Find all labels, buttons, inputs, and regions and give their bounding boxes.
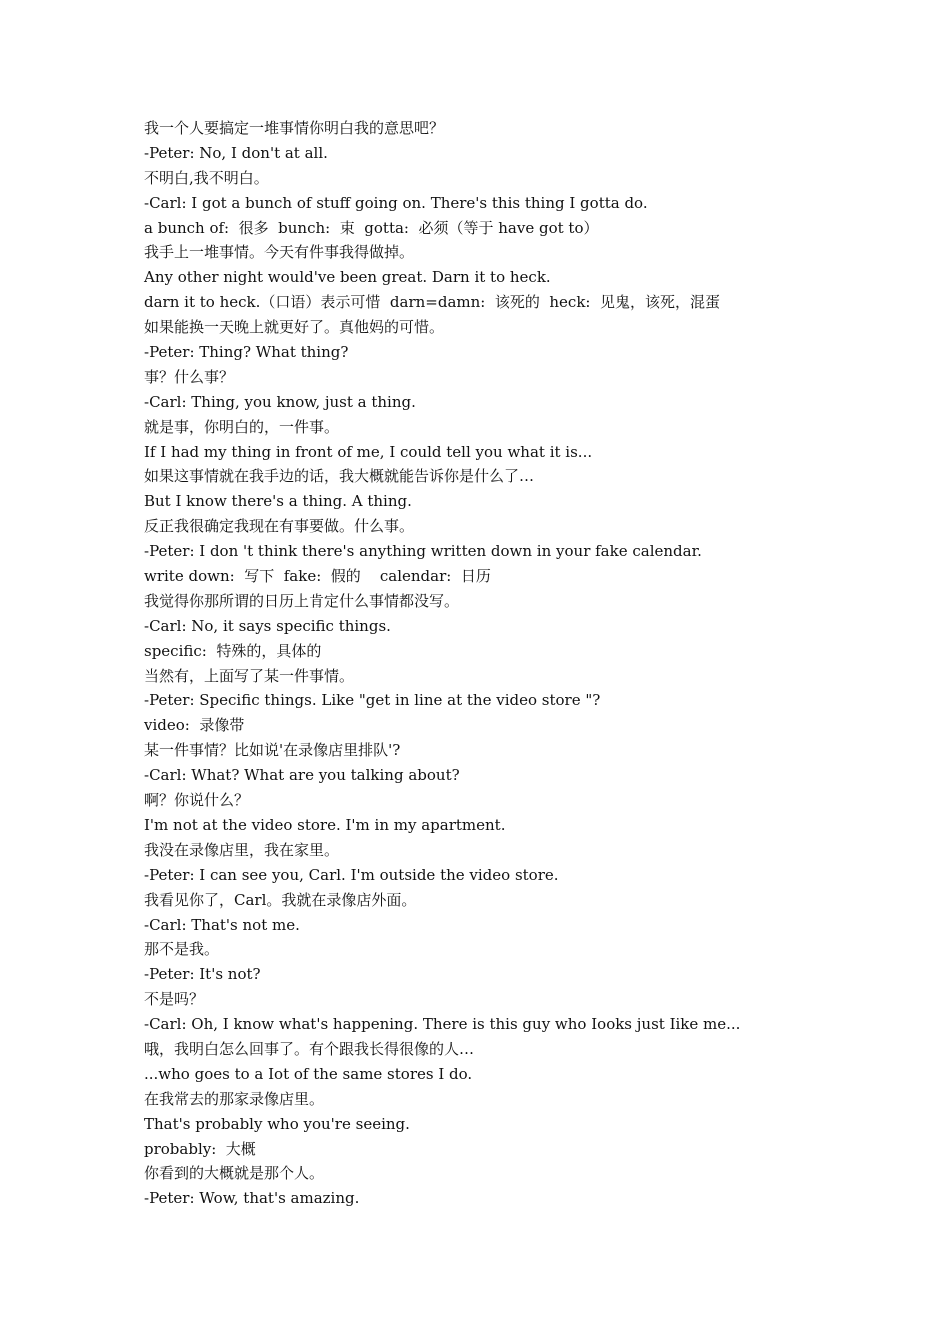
text-line: 就是事，你明白的，一件事。 <box>144 417 340 436</box>
text-line: 如果这事情就在我手边的话，我大概就能告诉你是什么了… <box>144 467 535 486</box>
text-line: 你看到的大概就是那个人。 <box>144 1164 325 1183</box>
text-line: 某一件事情？比如说'在录像店里排队'? <box>144 741 401 760</box>
text-line: 在我常去的那家录像店里。 <box>144 1089 325 1108</box>
text-line: darn it to heck.（口语）表示可惜 darn=damn: 该死的 heck: 见鬼，该死，混蛋 <box>144 293 721 312</box>
text-line: write down: 写下 fake: 假的 calendar: 日历 <box>144 567 491 586</box>
text-line: 不是吗？ <box>144 990 205 1009</box>
text-line: -Peter: It's not? <box>144 965 261 984</box>
text-line: -Peter: Wow, that's amazing. <box>144 1189 360 1208</box>
text-line: 反正我很确定我现在有事要做。什么事。 <box>144 517 415 536</box>
text-line: 事？什么事？ <box>144 367 235 386</box>
text-line: 当然有，上面写了某一件事情。 <box>144 666 355 685</box>
text-line: 哦，我明白怎么回事了。有个跟我长得很像的人… <box>144 1039 475 1058</box>
text-line: probably: 大概 <box>144 1139 256 1158</box>
text-line: specific: 特殊的，具体的 <box>144 641 322 660</box>
text-line: 那不是我。 <box>144 940 220 959</box>
text-line: 我觉得你那所谓的日历上肯定什么事情都没写。 <box>144 591 460 610</box>
text-line: If I had my thing in front of me, I could tell you what it is... <box>144 442 593 461</box>
text-line: 不明白,我不明白。 <box>144 168 269 187</box>
text-line: 如果能换一天晚上就更好了。真他妈的可惜。 <box>144 318 445 337</box>
text-line: 我一个人要搞定一堆事情你明白我的意思吧？ <box>144 119 445 137</box>
text-line: 我手上一堆事情。今天有件事我得做掉。 <box>144 243 415 262</box>
text-line: -Carl: I got a bunch of stuff going on. There's this thing I gotta do. <box>144 193 648 212</box>
text-line: -Peter: No, I don't at all. <box>144 143 328 162</box>
text-line: ...who goes to a Iot of the same stores I do. <box>144 1064 473 1083</box>
text-line: I'm not at the video store. I'm in my apartment. <box>144 815 506 834</box>
text-line: 我看见你了，Carl。我就在录像店外面。 <box>144 890 417 909</box>
text-line: -Carl: What? What are you talking about? <box>144 766 460 785</box>
text-line: But I know there's a thing. A thing. <box>144 492 412 511</box>
text-line: -Carl: Thing, you know, just a thing. <box>144 392 416 411</box>
text-line: -Carl: No, it says specific things. <box>144 616 391 635</box>
text-line: video: 录像带 <box>144 716 245 735</box>
text-line: -Peter: I can see you, Carl. I'm outside the video store. <box>144 865 559 884</box>
text-line: -Peter: I don 't think there's anything written down in your fake calendar. <box>144 542 702 561</box>
dialogue-text <box>144 116 864 1211</box>
text-line: -Carl: Oh, I know what's happening. There is this guy who Iooks just Iike me... <box>144 1015 741 1034</box>
text-line: -Carl: That's not me. <box>144 915 300 934</box>
text-line: 啊？你说什么？ <box>144 791 250 810</box>
text-line: -Peter: Specific things. Like "get in line at the video store "? <box>144 691 601 710</box>
text-line: 我没在录像店里，我在家里。 <box>144 840 340 859</box>
text-line: That's probably who you're seeing. <box>144 1114 410 1133</box>
text-line: a bunch of: 很多 bunch: 束 gotta: 必须（等于 have got to） <box>144 218 599 237</box>
text-line: -Peter: Thing? What thing? <box>144 343 349 362</box>
text-line: Any other night would've been great. Darn it to heck. <box>144 268 551 287</box>
